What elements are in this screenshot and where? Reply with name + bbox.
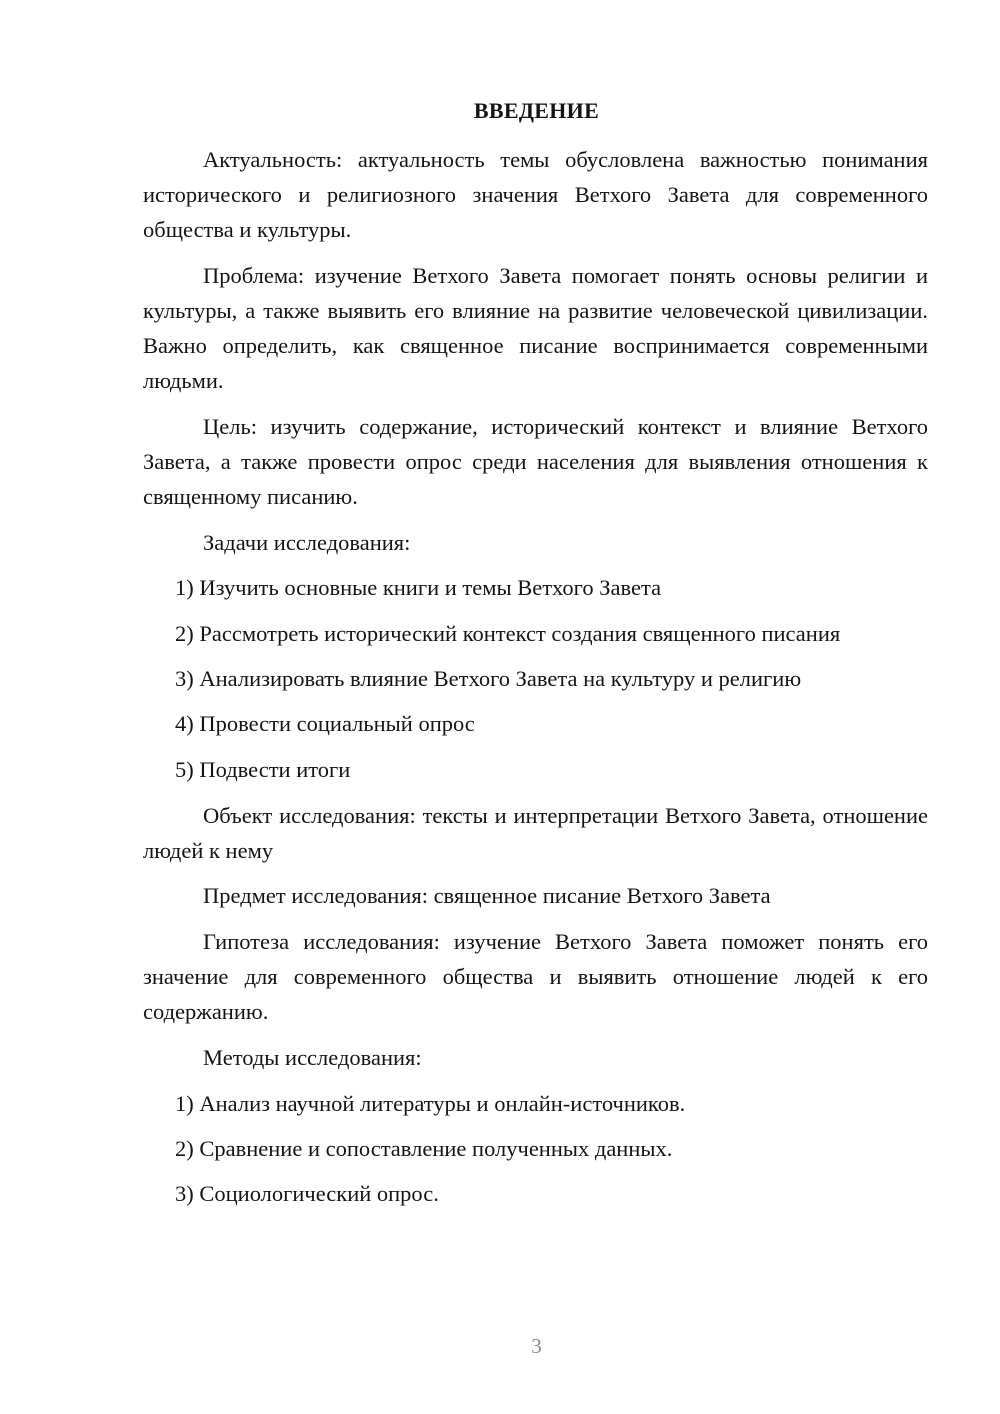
subject-paragraph: Предмет исследования: священное писание Ветхого Завета bbox=[203, 883, 771, 908]
method-item: 3) Социологический опрос. bbox=[175, 1181, 439, 1206]
tasks-heading: Задачи исследования: bbox=[203, 530, 411, 555]
task-item: 2) Рассмотреть исторический контекст создания священного писания bbox=[175, 621, 841, 646]
task-item: 3) Анализировать влияние Ветхого Завета на культуру и религию bbox=[175, 666, 802, 691]
relevance-paragraph: Актуальность: актуальность темы обусловлена важностью понимания исторического и религиозного значения Ветхого Завета для современного общества и культуры. bbox=[143, 147, 928, 242]
methods-heading: Методы исследования: bbox=[203, 1045, 422, 1070]
hypothesis-paragraph: Гипотеза исследования: изучение Ветхого Завета поможет понять его значение для современного общества и выявить отношение людей к его содержанию. bbox=[143, 929, 928, 1024]
method-item: 1) Анализ научной литературы и онлайн-источников. bbox=[175, 1091, 686, 1116]
method-item: 2) Сравнение и сопоставление полученных данных. bbox=[175, 1136, 673, 1161]
goal-paragraph: Цель: изучить содержание, исторический контекст и влияние Ветхого Завета, а также провести опрос среди населения для выявления отношения к священному писанию. bbox=[143, 414, 928, 509]
page-title: ВВЕДЕНИЕ bbox=[473, 98, 600, 123]
problem-paragraph: Проблема: изучение Ветхого Завета помогает понять основы религии и культуры, а также выявить его влияние на развитие человеческой цивилизации. Важно определить, как священное писание воспринимается современными людьми. bbox=[143, 263, 928, 393]
task-item: 4) Провести социальный опрос bbox=[175, 711, 475, 736]
page-number: 3 bbox=[531, 1334, 542, 1358]
object-paragraph: Объект исследования: тексты и интерпретации Ветхого Завета, отношение людей к нему bbox=[143, 803, 928, 863]
task-item: 5) Подвести итоги bbox=[175, 757, 351, 782]
task-item: 1) Изучить основные книги и темы Ветхого Завета bbox=[175, 575, 662, 600]
